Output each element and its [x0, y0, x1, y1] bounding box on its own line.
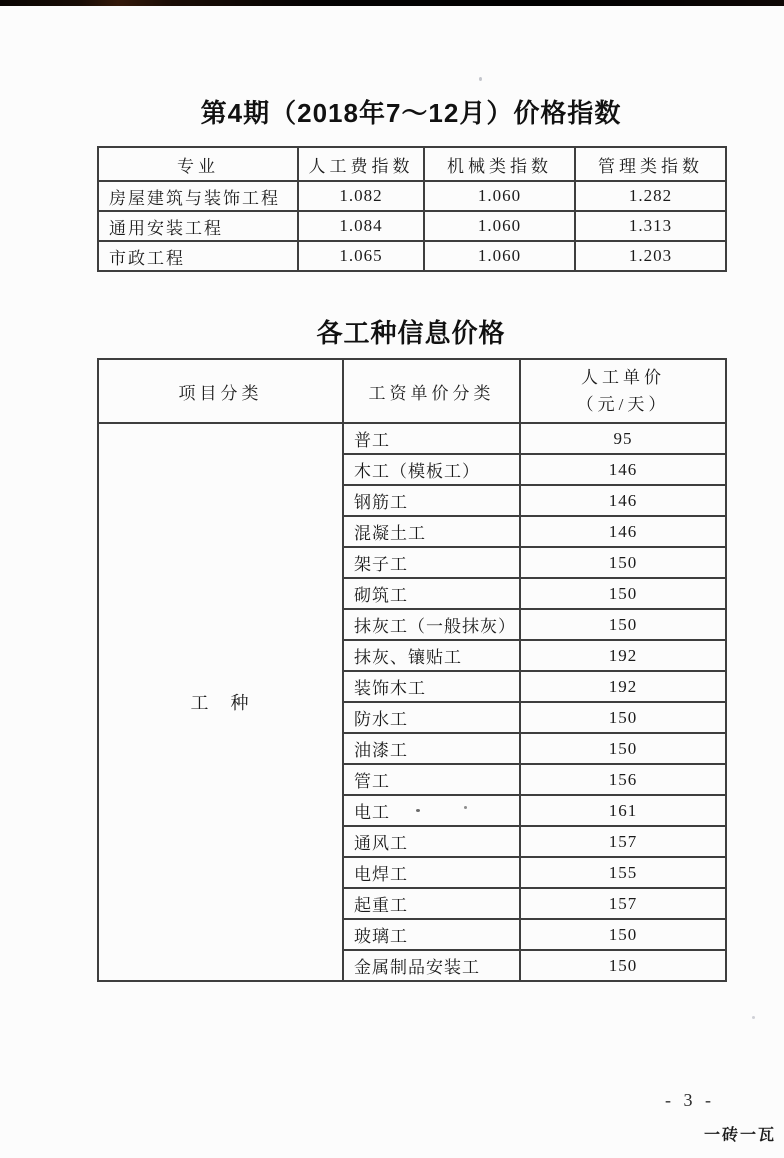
- worker-type-cell: 电工: [343, 795, 520, 826]
- price-cell: 150: [520, 733, 726, 764]
- machinery-index-cell: 1.060: [424, 241, 575, 271]
- price-cell: 155: [520, 857, 726, 888]
- unit-price-header-line1: 人工单价: [581, 368, 665, 387]
- page-number: - 3 -: [665, 1090, 715, 1110]
- specialty-cell: 通用安装工程: [98, 211, 298, 241]
- price-cell: 146: [520, 516, 726, 547]
- column-header-management-index: 管理类指数: [575, 147, 726, 181]
- price-cell: 157: [520, 826, 726, 857]
- worker-type-cell: 通风工: [343, 826, 520, 857]
- labor-price-table: [97, 358, 727, 982]
- worker-type-cell: 抹灰、镶贴工: [343, 640, 520, 671]
- specialty-cell: 市政工程: [98, 241, 298, 271]
- scan-edge-artifact: [0, 0, 784, 6]
- table-row: [98, 423, 726, 454]
- management-index-cell: 1.203: [575, 241, 726, 271]
- column-header-machinery-index: 机械类指数: [424, 147, 575, 181]
- management-index-cell: 1.282: [575, 181, 726, 211]
- column-header-labor-index: 人工费指数: [298, 147, 424, 181]
- worker-type-cell: 油漆工: [343, 733, 520, 764]
- scan-speck: [416, 809, 420, 812]
- worker-type-cell: 金属制品安装工: [343, 950, 520, 981]
- price-cell: 146: [520, 454, 726, 485]
- worker-type-cell: 玻璃工: [343, 919, 520, 950]
- price-cell: 95: [520, 423, 726, 454]
- labor-index-cell: 1.065: [298, 241, 424, 271]
- price-cell: 150: [520, 578, 726, 609]
- worker-type-cell: 砌筑工: [343, 578, 520, 609]
- scan-speck: [752, 1016, 755, 1019]
- price-cell: 157: [520, 888, 726, 919]
- worker-type-cell: 木工（模板工）: [343, 454, 520, 485]
- price-index-table: [97, 146, 727, 272]
- header-row: [98, 147, 726, 181]
- labor-price-title: 各工种信息价格: [316, 318, 506, 348]
- worker-type-cell: 起重工: [343, 888, 520, 919]
- worker-type-cell: 混凝土工: [343, 516, 520, 547]
- scan-speck: [464, 806, 467, 809]
- management-index-cell: 1.313: [575, 211, 726, 241]
- worker-type-cell: 管工: [343, 764, 520, 795]
- watermark: 一砖一瓦: [703, 1127, 776, 1144]
- worker-type-cell: 装饰木工: [343, 671, 520, 702]
- scan-speck: [479, 77, 482, 81]
- price-cell: 161: [520, 795, 726, 826]
- worker-type-cell: 防水工: [343, 702, 520, 733]
- category-cell: 工 种: [98, 423, 343, 981]
- price-cell: 150: [520, 702, 726, 733]
- price-cell: 150: [520, 919, 726, 950]
- worker-type-cell: 钢筋工: [343, 485, 520, 516]
- table-row: [98, 211, 726, 241]
- price-cell: 156: [520, 764, 726, 795]
- price-cell: 192: [520, 671, 726, 702]
- machinery-index-cell: 1.060: [424, 211, 575, 241]
- machinery-index-cell: 1.060: [424, 181, 575, 211]
- price-index-title: 第4期（2018年7～12月）价格指数: [200, 98, 622, 128]
- labor-index-cell: 1.084: [298, 211, 424, 241]
- price-cell: 146: [520, 485, 726, 516]
- column-header-specialty: 专业: [98, 147, 298, 181]
- column-header-wage-category: 工资单价分类: [343, 359, 520, 423]
- table-row: [98, 241, 726, 271]
- worker-type-cell: 架子工: [343, 547, 520, 578]
- worker-type-cell: 普工: [343, 423, 520, 454]
- header-row: [98, 359, 726, 423]
- specialty-cell: 房屋建筑与装饰工程: [98, 181, 298, 211]
- column-header-unit-price: [520, 359, 726, 423]
- column-header-project-category: 项目分类: [98, 359, 343, 423]
- worker-type-cell: 电焊工: [343, 857, 520, 888]
- price-cell: 192: [520, 640, 726, 671]
- price-cell: 150: [520, 547, 726, 578]
- labor-index-cell: 1.082: [298, 181, 424, 211]
- table-row: [98, 181, 726, 211]
- price-cell: 150: [520, 950, 726, 981]
- worker-type-cell: 抹灰工（一般抹灰）: [343, 609, 520, 640]
- unit-price-header-line2: （元/天）: [576, 395, 670, 414]
- price-cell: 150: [520, 609, 726, 640]
